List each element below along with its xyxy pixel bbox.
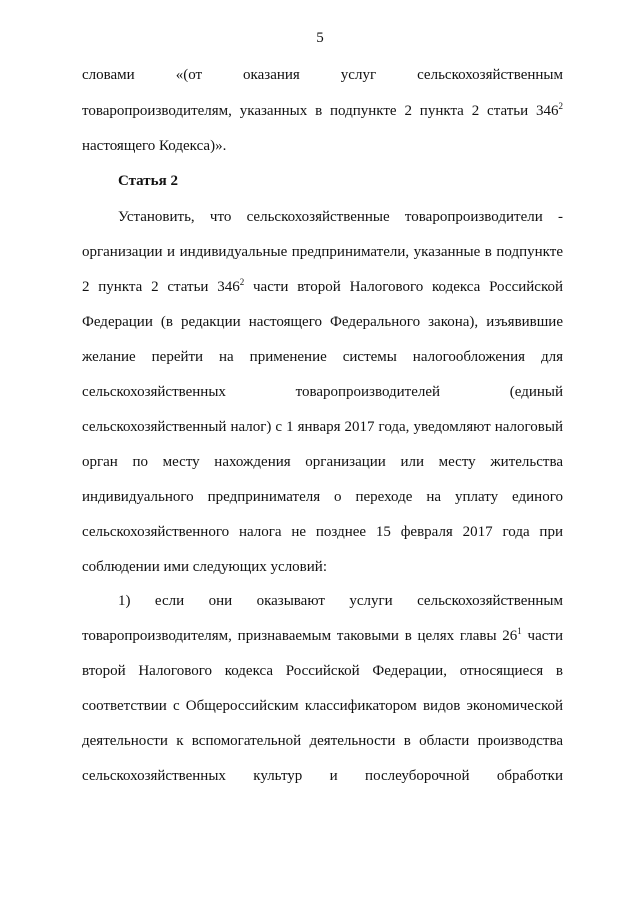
superscript: 1	[517, 626, 522, 636]
text-line-10: сельскохозяйственных товаропроизводителей (единый	[82, 384, 563, 400]
text-line-6: организации и индивидуальные предприниматели, указанные в подпункте	[82, 244, 563, 260]
text-line-7-post: части второй Налогового кодекса Российской	[244, 279, 563, 295]
text-line-17-post: части	[521, 628, 563, 644]
text-line-7-pre: 2 пункта 2 статьи 346	[82, 279, 240, 295]
text-line-13: индивидуального предпринимателя о переходе на уплату единого	[82, 489, 563, 505]
text-line-2	[82, 102, 563, 120]
text-line-8: Федерации (в редакции настоящего Федерального закона), изъявившие	[82, 314, 563, 330]
text-line-9: желание перейти на применение системы налогообложения для	[82, 349, 563, 365]
page-number: 5	[316, 30, 324, 46]
text-line-15: соблюдении ими следующих условий:	[82, 559, 327, 575]
text-line-16: 1) если они оказывают услуги сельскохозяйственным	[118, 593, 563, 609]
text-line-17-pre: товаропроизводителям, признаваемым таковыми в целях главы 26	[82, 628, 518, 644]
text-line-20: деятельности к вспомогательной деятельности в области производства	[82, 733, 563, 749]
text-line-7	[82, 278, 563, 296]
superscript: 2	[239, 277, 245, 287]
text-line-14: сельскохозяйственного налога не позднее 15 февраля 2017 года при	[82, 524, 563, 540]
text-line-17	[82, 627, 563, 645]
superscript: 2	[558, 101, 563, 111]
text-line-3: настоящего Кодекса)».	[82, 138, 227, 154]
text-line-19: соответствии с Общероссийским классификатором видов экономической	[82, 698, 563, 714]
text-line-5: Установить, что сельскохозяйственные товаропроизводители -	[118, 209, 563, 225]
text-line-2-main: товаропроизводителям, указанных в подпункте 2 пункта 2 статьи 346	[82, 103, 559, 119]
text-line-12: орган по месту нахождения организации или месту жительства	[82, 454, 563, 470]
text-line-21: сельскохозяйственных культур и послеуборочной обработки	[82, 768, 563, 784]
text-line-11: сельскохозяйственный налог) с 1 января 2017 года, уведомляют налоговый	[82, 419, 563, 435]
text-line-18: второй Налогового кодекса Российской Федерации, относящиеся в	[82, 663, 563, 679]
article-heading: Статья 2	[118, 173, 178, 189]
text-line-1: словами «(от оказания услуг сельскохозяйственным	[82, 67, 563, 83]
